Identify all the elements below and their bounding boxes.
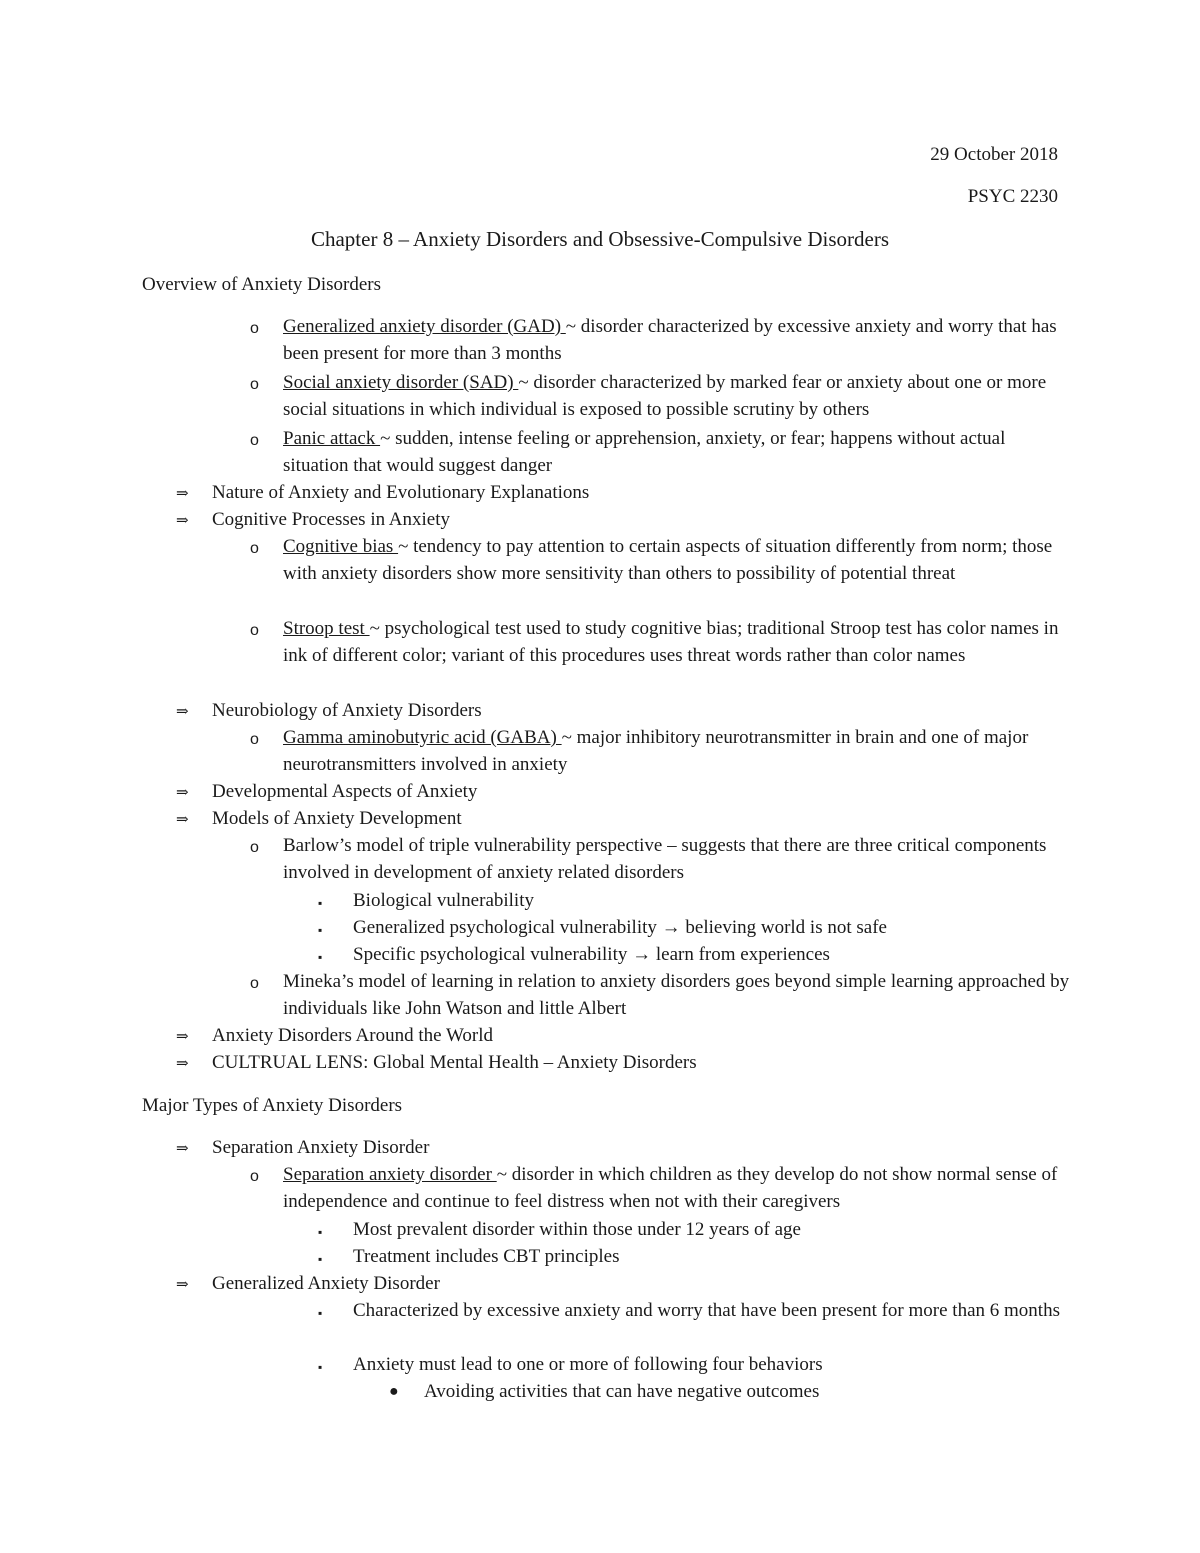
arrow-icon: ⇒ bbox=[176, 513, 189, 529]
list-item-stroop bbox=[283, 615, 1073, 669]
list-item-gaba bbox=[283, 724, 1073, 778]
square-bullet: ▪ bbox=[318, 896, 323, 910]
list-item-mineka: Mineka’s model of learning in relation to anxiety disorders goes beyond simple learning approached by individuals like John Watson and little Albert bbox=[283, 971, 1070, 1019]
dot-bullet: ● bbox=[389, 1383, 399, 1400]
list-item-biological-vulnerability: Biological vulnerability bbox=[353, 890, 534, 911]
list-item-gad-heading: Generalized Anxiety Disorder bbox=[212, 1273, 440, 1294]
list-item-cognitive-bias bbox=[283, 533, 1073, 587]
term-separation-anxiety: Separation anxiety disorder bbox=[283, 1164, 497, 1185]
arrow-icon: ⇒ bbox=[176, 812, 189, 828]
definition-stroop-test: ~ psychological test used to study cognitive bias; traditional Stroop test has color names in ink of different color; variant of this procedures uses threat words rather than color names bbox=[283, 618, 1059, 666]
bullet-marker: o bbox=[250, 1168, 259, 1185]
definition-separation-anxiety: ~ disorder in which children as they develop do not show normal sense of independence and continue to feel distress when not with their caregivers bbox=[283, 1164, 1058, 1212]
chapter-title: Chapter 8 – Anxiety Disorders and Obsessive-Compulsive Disorders bbox=[310, 227, 889, 251]
list-item-generalized-vulnerability: Generalized psychological vulnerability → believing world is not safe bbox=[353, 917, 887, 938]
bullet-marker: o bbox=[250, 376, 259, 393]
term-cognitive-bias: Cognitive bias bbox=[283, 536, 399, 557]
list-item-panic bbox=[283, 425, 1073, 479]
document-date: 29 October 2018 bbox=[930, 144, 1058, 165]
list-item-barlow: Barlow’s model of triple vulnerability perspective – suggests that there are three critical components involved in development of anxiety related disorders bbox=[283, 835, 1047, 883]
square-bullet: ▪ bbox=[318, 1306, 323, 1320]
section-heading-major-types: Major Types of Anxiety Disorders bbox=[142, 1095, 403, 1116]
list-item-separation: Separation Anxiety Disorder bbox=[212, 1137, 430, 1158]
square-bullet: ▪ bbox=[318, 1360, 323, 1374]
section-heading-overview: Overview of Anxiety Disorders bbox=[142, 274, 382, 295]
bullet-marker: o bbox=[250, 320, 259, 337]
arrow-icon: ⇒ bbox=[176, 1029, 189, 1045]
list-item-sad bbox=[283, 369, 1073, 423]
arrow-icon: ⇒ bbox=[176, 486, 189, 502]
list-item-specific-vulnerability: Specific psychological vulnerability → learn from experiences bbox=[353, 944, 830, 965]
list-item-avoiding: Avoiding activities that can have negative outcomes bbox=[424, 1381, 820, 1402]
course-code: PSYC 2230 bbox=[967, 186, 1058, 207]
bullet-marker: o bbox=[250, 839, 259, 856]
square-bullet: ▪ bbox=[318, 950, 323, 964]
definition-panic-attack: ~ sudden, intense feeling or apprehension, anxiety, or fear; happens without actual situation that would suggest danger bbox=[283, 428, 1006, 476]
list-item-neurobiology: Neurobiology of Anxiety Disorders bbox=[212, 700, 482, 721]
arrow-icon: ⇒ bbox=[176, 1277, 189, 1293]
bullet-marker: o bbox=[250, 432, 259, 449]
square-bullet: ▪ bbox=[318, 1225, 323, 1239]
square-bullet: ▪ bbox=[318, 923, 323, 937]
square-bullet: ▪ bbox=[318, 1252, 323, 1266]
list-item-must-lead: Anxiety must lead to one or more of following four behaviors bbox=[353, 1354, 823, 1375]
list-item-models: Models of Anxiety Development bbox=[212, 808, 462, 829]
term-gaba: Gamma aminobutyric acid (GABA) bbox=[283, 727, 562, 748]
term-panic-attack: Panic attack bbox=[283, 428, 381, 449]
list-item-world: Anxiety Disorders Around the World bbox=[212, 1025, 493, 1046]
list-item-nature: Nature of Anxiety and Evolutionary Explanations bbox=[212, 482, 590, 503]
term-stroop-test: Stroop test bbox=[283, 618, 370, 639]
list-item-treatment: Treatment includes CBT principles bbox=[353, 1246, 620, 1267]
term-sad: Social anxiety disorder (SAD) bbox=[283, 372, 519, 393]
arrow-icon: ⇒ bbox=[176, 1141, 189, 1157]
list-item-cognitive: Cognitive Processes in Anxiety bbox=[212, 509, 451, 530]
arrow-icon: ⇒ bbox=[176, 1056, 189, 1072]
term-gad: Generalized anxiety disorder (GAD) bbox=[283, 316, 566, 337]
bullet-marker: o bbox=[250, 622, 259, 639]
bullet-marker: o bbox=[250, 731, 259, 748]
list-item-separation-def bbox=[283, 1161, 1073, 1215]
list-item-gad bbox=[283, 313, 1073, 367]
list-item-developmental: Developmental Aspects of Anxiety bbox=[212, 781, 478, 802]
list-item-prevalent: Most prevalent disorder within those under 12 years of age bbox=[353, 1219, 801, 1240]
arrow-icon: ⇒ bbox=[176, 704, 189, 720]
arrow-icon: ⇒ bbox=[176, 785, 189, 801]
definition-gad: ~ disorder characterized by excessive anxiety and worry that has been present for more than 3 months bbox=[283, 316, 1057, 364]
list-item-cultural-lens: CULTRUAL LENS: Global Mental Health – Anxiety Disorders bbox=[212, 1052, 697, 1073]
bullet-marker: o bbox=[250, 975, 259, 992]
definition-gaba: ~ major inhibitory neurotransmitter in brain and one of major neurotransmitters involved in anxiety bbox=[283, 727, 1029, 775]
definition-sad: ~ disorder characterized by marked fear or anxiety about one or more social situations in which individual is exposed to possible scrutiny by others bbox=[283, 372, 1047, 420]
list-item-characterized: Characterized by excessive anxiety and worry that have been present for more than 6 months bbox=[353, 1300, 1060, 1321]
definition-cognitive-bias: ~ tendency to pay attention to certain aspects of situation differently from norm; those with anxiety disorders show more sensitivity than others to possibility of potential threat bbox=[283, 536, 1053, 584]
bullet-marker: o bbox=[250, 540, 259, 557]
